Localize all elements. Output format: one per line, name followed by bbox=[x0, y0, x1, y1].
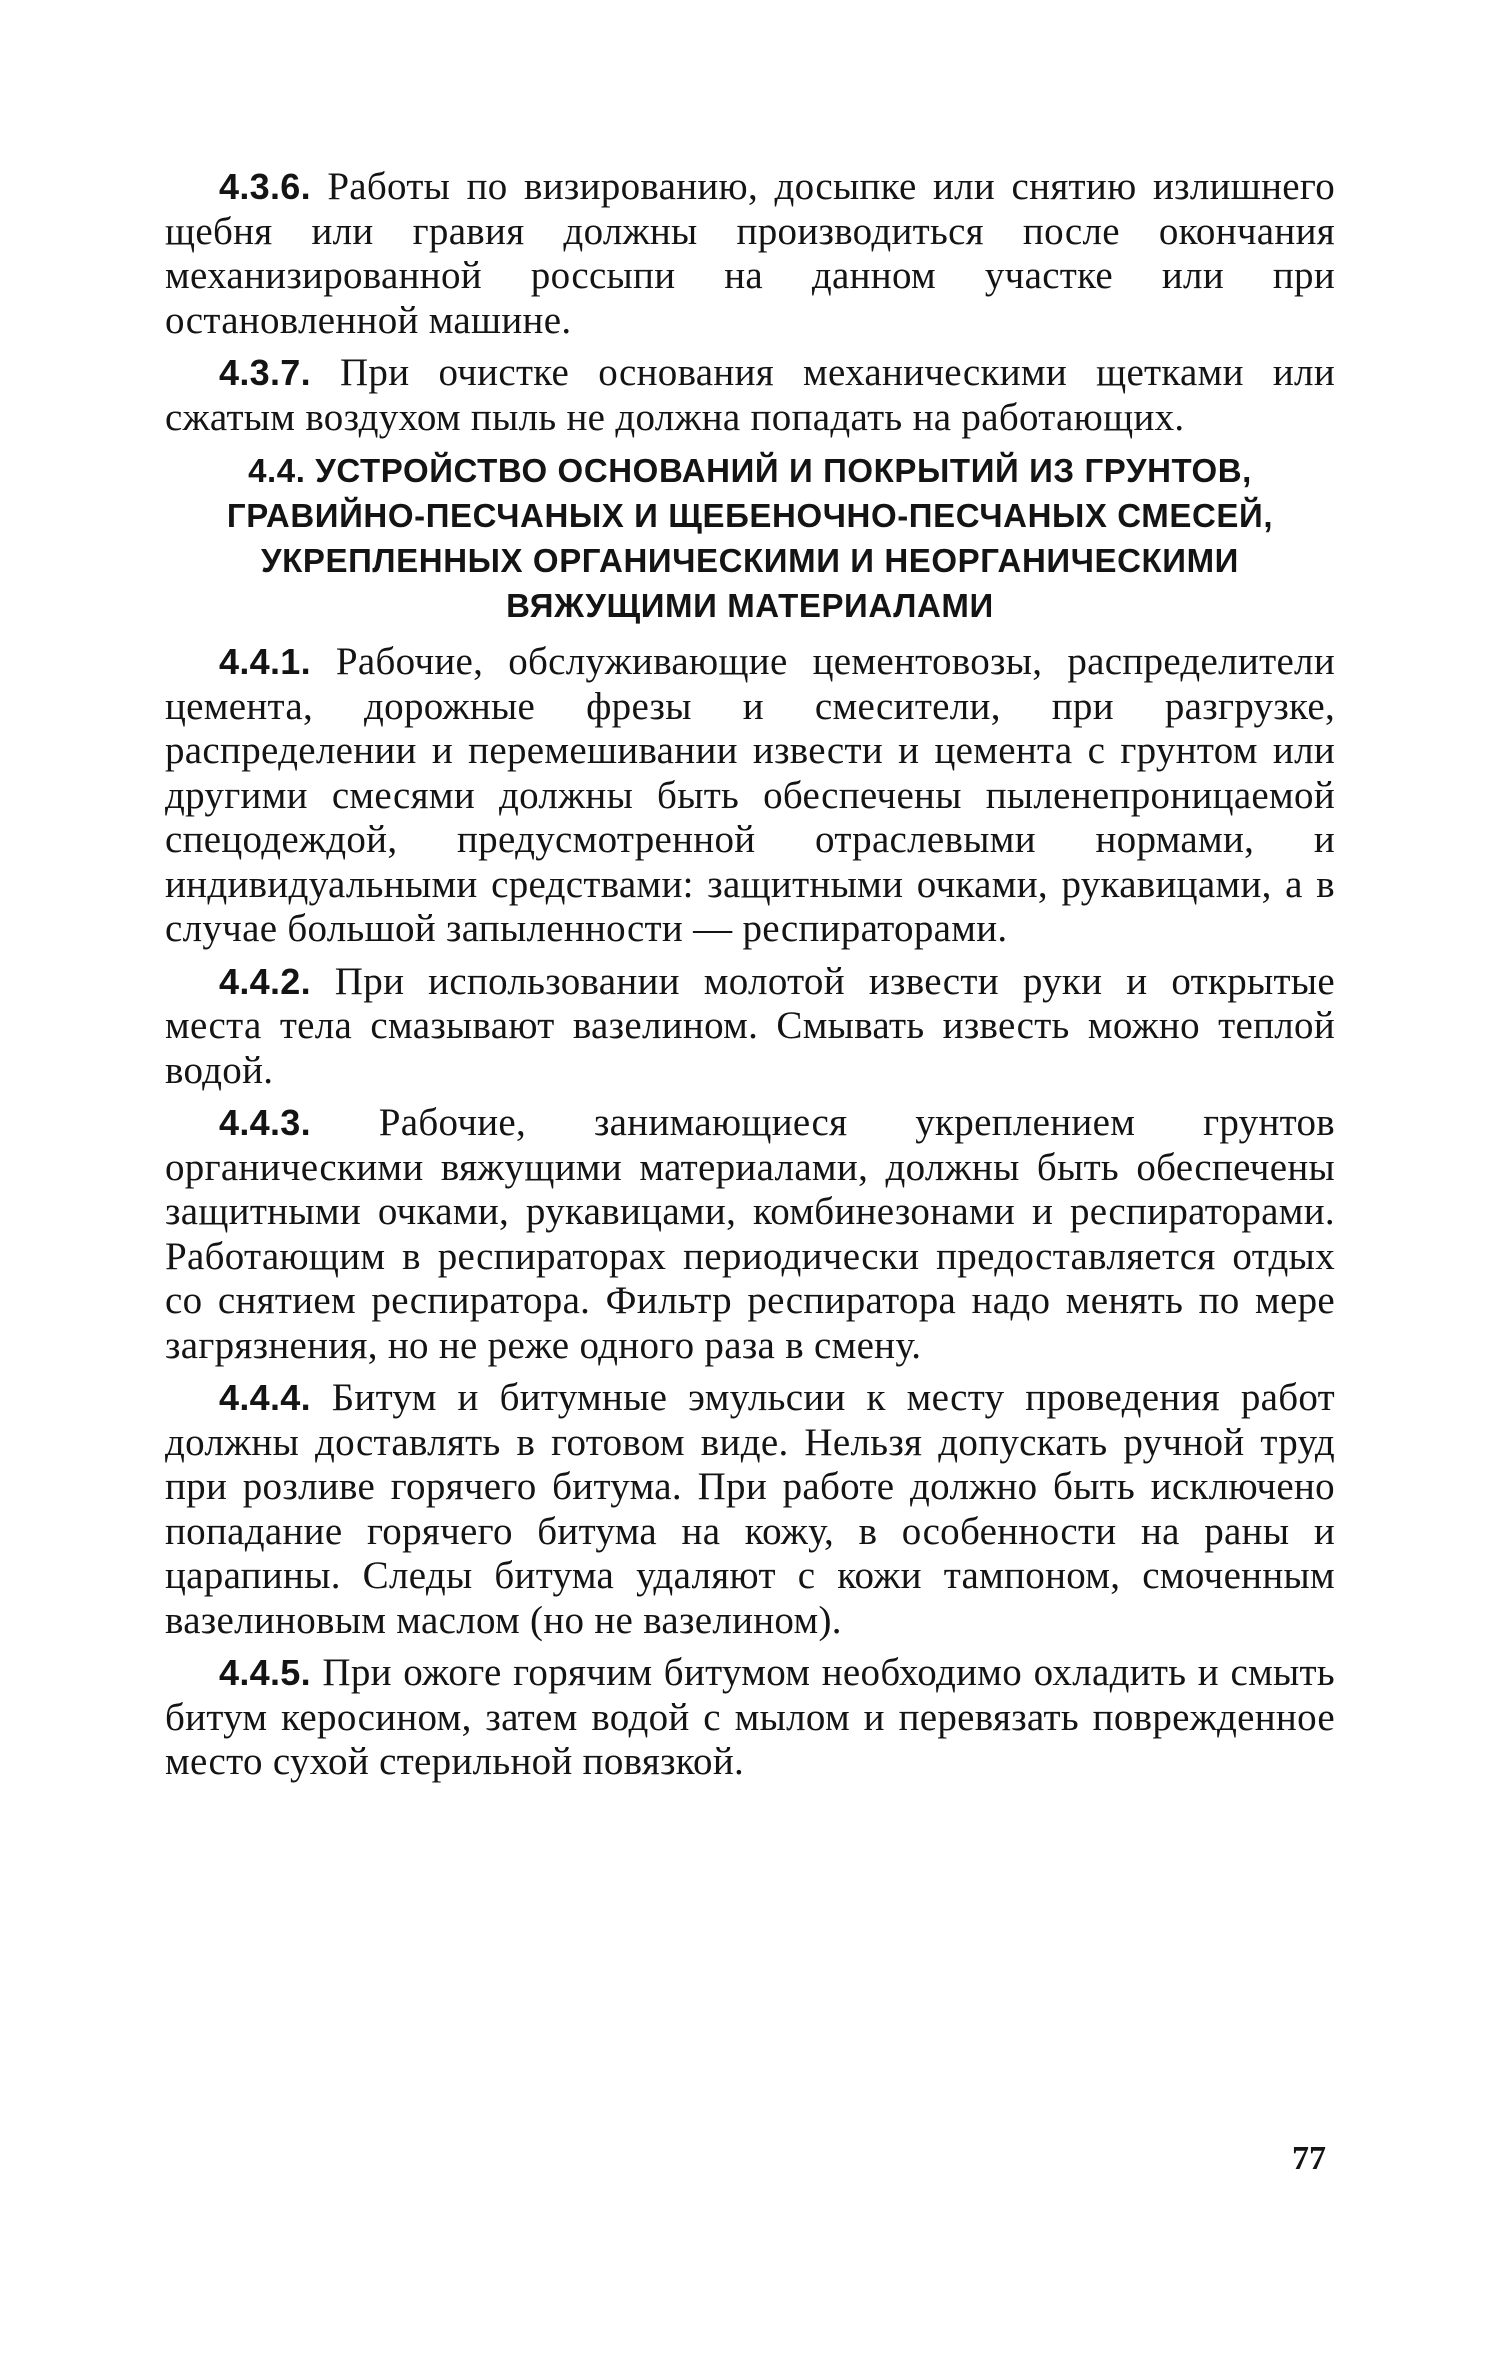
clause-text: Работы по визированию, досыпке или снятию излишнего щебня или гравия должны производиться после окончания механизированной россыпи на данном участке или при остановленной машине. bbox=[165, 165, 1335, 342]
clause-text: Рабочие, обслуживающие цементовозы, распределители цемента, дорожные фрезы и смесители, при разгрузке, распределении и перемешивании извести и цемента с грунтом или другими смесями должны быть обеспечены пыленепроницаемой спецодеждой, предусмотренной отраслевыми нормами, и индивидуальными средствами: защитными очками, рукавицами, а в случае большой запыленности — респираторами. bbox=[165, 640, 1335, 950]
clause-text: При очистке основания механическими щетками или сжатым воздухом пыль не должна попадать на работающих. bbox=[165, 351, 1335, 439]
paragraph-4-4-4 bbox=[165, 1376, 1335, 1643]
paragraph-4-4-5 bbox=[165, 1651, 1335, 1785]
paragraph-4-4-3 bbox=[165, 1101, 1335, 1368]
clause-number: 4.4.3. bbox=[219, 1102, 311, 1143]
page-body bbox=[165, 165, 1335, 1793]
clause-number: 4.4.4. bbox=[219, 1377, 311, 1418]
page-number: 77 bbox=[1292, 2140, 1326, 2177]
paragraph-4-4-1 bbox=[165, 640, 1335, 952]
paragraph-4-3-7 bbox=[165, 351, 1335, 440]
paragraph-4-4-2 bbox=[165, 960, 1335, 1094]
paragraph-4-3-6 bbox=[165, 165, 1335, 343]
clause-number: 4.4.1. bbox=[219, 641, 311, 682]
clause-number: 4.3.6. bbox=[219, 166, 311, 207]
section-heading: 4.4. УСТРОЙСТВО ОСНОВАНИЙ И ПОКРЫТИЙ ИЗ ГРУНТОВ, ГРАВИЙНО-ПЕСЧАНЫХ И ЩЕБЕНОЧНО-ПЕСЧАНЫХ СМЕСЕЙ, УКРЕПЛЕННЫХ ОРГАНИЧЕСКИМИ И НЕОРГАНИЧЕСКИМИ ВЯЖУЩИМИ МАТЕРИАЛАМИ bbox=[226, 452, 1274, 624]
clause-text: При ожоге горячим битумом необходимо охладить и смыть битум керосином, затем водой с мылом и перевязать поврежденное место сухой стерильной повязкой. bbox=[165, 1651, 1335, 1783]
clause-number: 4.4.5. bbox=[219, 1652, 311, 1693]
clause-number: 4.3.7. bbox=[219, 352, 311, 393]
clause-number: 4.4.2. bbox=[219, 960, 311, 1002]
clause-text: Битум и битумные эмульсии к месту проведения работ должны доставлять в готовом виде. Нельзя допускать ручной труд при розливе горячего битума. При работе должно быть исключено попадание горячего битума на кожу, в особенности на раны и царапины. Следы битума удаляют с кожи тампоном, смоченным вазелиновым маслом (но не вазелином). bbox=[165, 1376, 1335, 1642]
clause-text: При использовании молотой извести руки и открытые места тела смазывают вазелином. Смывать известь можно теплой водой. bbox=[165, 959, 1335, 1092]
clause-text: Рабочие, занимающиеся укреплением грунтов органическими вяжущими материалами, должны быть обеспечены защитными очками, рукавицами, комбинезонами и респираторами. Работающим в респираторах периодически предоставляется отдых со снятием респиратора. Фильтр респиратора надо менять по мере загрязнения, но не реже одного раза в смену. bbox=[165, 1101, 1335, 1367]
